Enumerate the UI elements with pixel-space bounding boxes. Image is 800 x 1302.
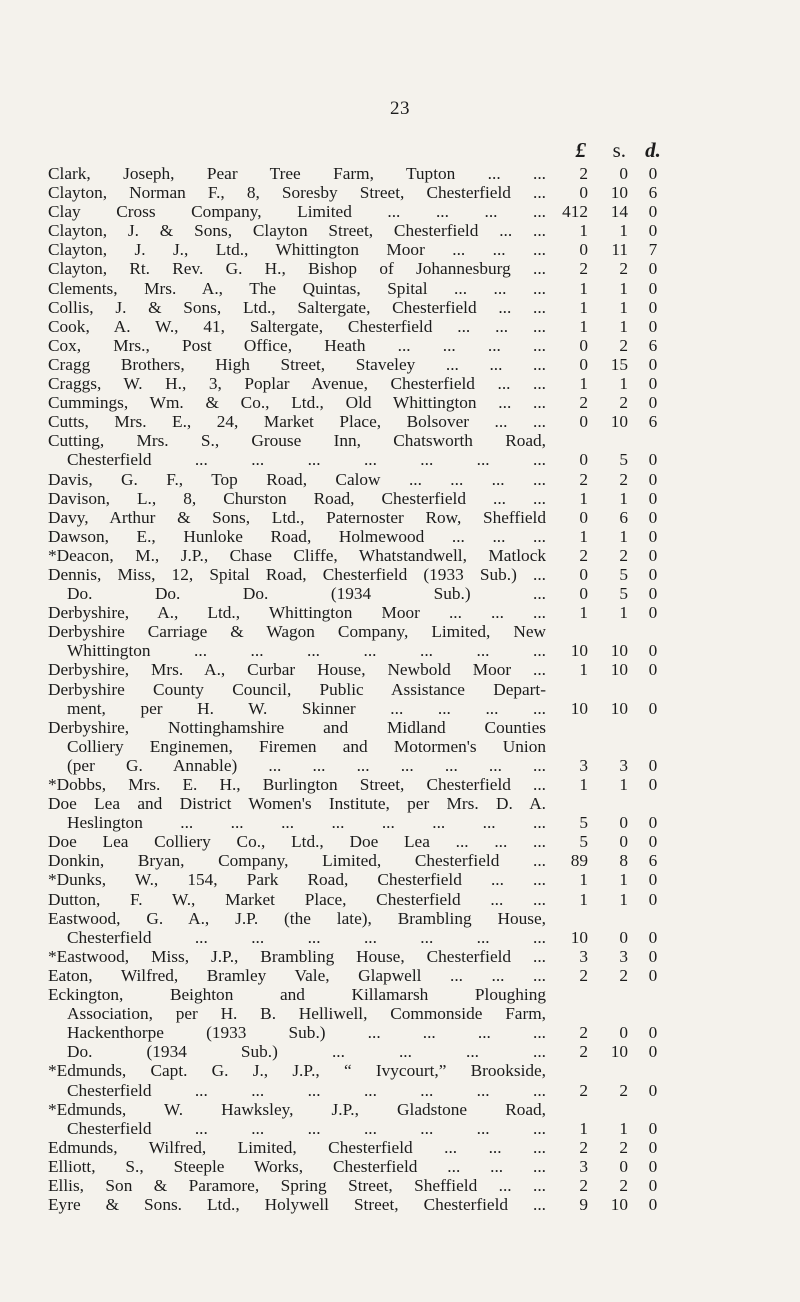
amount-pounds: 0	[579, 183, 588, 203]
amount-pence: 0	[648, 603, 658, 623]
amount-pence: 0	[648, 927, 658, 947]
amount-pence: 0	[648, 1118, 658, 1138]
amount-pounds: 9	[579, 1195, 588, 1215]
amount-shillings: 3	[619, 755, 628, 775]
amount-pence: 0	[648, 164, 658, 183]
amount-pounds: 0	[579, 240, 588, 260]
entry-name: *Edmunds, Capt. G. J., J.P., “ Ivycourt,” Brookside,	[48, 1061, 546, 1081]
amount-pence: 0	[648, 1156, 658, 1176]
amount-pounds: 1	[579, 278, 588, 298]
amount-pence: 0	[648, 813, 658, 833]
amount-shillings: 0	[619, 164, 628, 183]
amount-shillings: 0	[619, 1023, 628, 1043]
shillings-column-header: s.	[612, 138, 626, 162]
amount-pence: 0	[648, 1080, 658, 1100]
amount-shillings: 2	[619, 545, 628, 565]
list-item	[0, 909, 800, 947]
amount-shillings: 1	[619, 526, 628, 546]
amount-pounds: 2	[579, 393, 588, 413]
ditto-mark: Do.	[242, 584, 269, 604]
amount-pence: 0	[648, 278, 658, 298]
amount-shillings: 10	[610, 641, 628, 661]
amount-pounds: 1	[579, 488, 588, 508]
entry-name-continued: Chesterfield ... ... ... ... ... ... ...	[67, 927, 546, 947]
amount-pence: 0	[648, 775, 658, 794]
amount-shillings: 0	[619, 927, 628, 947]
list-item	[0, 1138, 800, 1157]
amount-pounds: 1	[579, 660, 588, 680]
amount-pence: 0	[648, 450, 658, 470]
list-item	[0, 336, 800, 355]
list-item	[0, 1176, 800, 1195]
entry-name: *Dobbs, Mrs. E. H., Burlington Street, Chesterfield ...	[48, 775, 546, 794]
amount-pence: 0	[648, 698, 658, 718]
ditto-mark: (1934 Sub.) ...	[330, 584, 547, 604]
amount-pounds: 10	[570, 927, 588, 947]
entry-name: Davison, L., 8, Churston Road, Chesterfield ... ...	[48, 488, 546, 508]
list-item	[0, 622, 800, 660]
amount-pounds: 2	[579, 469, 588, 489]
amount-pounds: 1	[579, 1118, 588, 1138]
list-item	[0, 947, 800, 966]
amount-shillings: 1	[619, 221, 628, 241]
amount-pence: 0	[648, 870, 658, 890]
amount-pence: 0	[648, 1023, 658, 1043]
amount-pence: 0	[648, 965, 658, 985]
list-item	[0, 565, 800, 584]
amount-pence: 0	[648, 641, 658, 661]
entry-name-continued: Chesterfield ... ... ... ... ... ... ...	[67, 1080, 546, 1100]
list-item	[0, 1042, 800, 1061]
amount-pence: 0	[648, 221, 658, 241]
list-item	[0, 317, 800, 336]
amount-pence: 0	[648, 946, 658, 966]
entry-name: *Deacon, M., J.P., Chase Cliffe, Whatstandwell, Matlock	[48, 545, 546, 565]
amount-shillings: 2	[619, 335, 628, 355]
entry-name-continued: (per G. Annable) ... ... ... ... ... ... ...	[67, 755, 546, 775]
list-item	[0, 527, 800, 546]
ditto-mark: (1934 Sub.) ... ... ... ...	[146, 1042, 546, 1062]
entry-name: Cox, Mrs., Post Office, Heath ... ... ... ...	[48, 335, 546, 355]
entry-name-continued: Colliery Enginemen, Firemen and Motormen's Union	[67, 736, 546, 756]
amount-pounds: 0	[579, 564, 588, 584]
amount-shillings: 0	[619, 813, 628, 833]
list-item	[0, 1061, 800, 1099]
amount-shillings: 1	[619, 603, 628, 623]
amount-pence: 0	[648, 469, 658, 489]
entry-name: Dawson, E., Hunloke Road, Holmewood ... ... ...	[48, 526, 546, 546]
amount-shillings: 1	[619, 775, 628, 794]
list-item	[0, 870, 800, 889]
list-item	[0, 412, 800, 431]
list-item	[0, 985, 800, 1042]
list-item	[0, 775, 800, 794]
entry-name: Clayton, J. J., Ltd., Whittington Moor ... ... ...	[48, 240, 546, 260]
amount-pounds: 2	[579, 1080, 588, 1100]
list-item	[0, 259, 800, 278]
amount-shillings: 11	[611, 240, 628, 260]
amount-shillings: 2	[619, 1175, 628, 1195]
amount-pence: 0	[648, 755, 658, 775]
amount-pence: 0	[648, 832, 658, 852]
amount-pence: 6	[648, 335, 658, 355]
amount-shillings: 2	[619, 1080, 628, 1100]
amount-pence: 0	[648, 316, 658, 336]
entry-name-continued: Chesterfield ... ... ... ... ... ... ...	[67, 1118, 546, 1138]
entry-name: Clayton, J. & Sons, Clayton Street, Chesterfield ... ...	[48, 221, 546, 241]
list-item	[0, 794, 800, 832]
amount-shillings: 1	[619, 316, 628, 336]
amount-shillings: 10	[610, 1042, 628, 1062]
amount-shillings: 1	[619, 297, 628, 317]
page-number: 23	[390, 98, 410, 119]
amount-pounds: 2	[579, 1175, 588, 1195]
entry-name: Davis, G. F., Top Road, Calow ... ... ... ...	[48, 469, 546, 489]
list-item	[0, 584, 800, 603]
entry-name: Cutts, Mrs. E., 24, Market Place, Bolsover ... ...	[48, 412, 546, 432]
list-item	[0, 183, 800, 202]
ditto-mark: Do.	[67, 1042, 93, 1062]
amount-pence: 0	[648, 889, 658, 909]
entry-name: Eastwood, G. A., J.P. (the late), Brambling House,	[48, 908, 546, 928]
amount-pence: 7	[648, 240, 658, 260]
amount-pounds: 10	[570, 698, 588, 718]
entry-name: Clayton, Rt. Rev. G. H., Bishop of Johannesburg ...	[48, 259, 546, 279]
amount-shillings: 1	[619, 1118, 628, 1138]
pence-column-header: d.	[645, 138, 661, 162]
amount-pounds: 0	[579, 412, 588, 432]
amount-pence: 0	[648, 660, 658, 680]
entry-name: Eyre & Sons. Ltd., Holywell Street, Chesterfield ...	[48, 1195, 546, 1215]
entry-name: Eckington, Beighton and Killamarsh Ploughing	[48, 985, 546, 1005]
amount-pounds: 1	[579, 221, 588, 241]
entry-name: Dennis, Miss, 12, Spital Road, Chesterfield (1933 Sub.) ...	[48, 564, 546, 584]
list-item	[0, 202, 800, 221]
list-item	[0, 680, 800, 718]
amount-pence: 0	[648, 374, 658, 394]
amount-pence: 0	[648, 545, 658, 565]
amount-pounds: 0	[579, 507, 588, 527]
entry-name: Clay Cross Company, Limited ... ... ... ...	[48, 202, 546, 222]
amount-pounds: 1	[579, 526, 588, 546]
amount-pence: 0	[648, 488, 658, 508]
amount-shillings: 2	[619, 469, 628, 489]
list-item	[0, 393, 800, 412]
amount-pounds: 5	[579, 813, 588, 833]
amount-pounds: 1	[579, 889, 588, 909]
amount-pounds: 3	[579, 1156, 588, 1176]
list-item	[0, 851, 800, 870]
entry-name: *Eastwood, Miss, J.P., Brambling House, Chesterfield ...	[48, 946, 546, 966]
entry-name: Derbyshire, Nottinghamshire and Midland Counties	[48, 717, 546, 737]
amount-pence: 0	[648, 1042, 658, 1062]
amount-pounds: 3	[579, 946, 588, 966]
amount-pence: 0	[648, 1175, 658, 1195]
list-item	[0, 431, 800, 469]
amount-shillings: 1	[619, 374, 628, 394]
list-item	[0, 1195, 800, 1214]
entry-name: Ellis, Son & Paramore, Spring Street, Sheffield ... ...	[48, 1175, 546, 1195]
amount-shillings: 1	[619, 278, 628, 298]
entry-name: Cummings, Wm. & Co., Ltd., Old Whittington ... ...	[48, 393, 546, 413]
amount-pounds: 5	[579, 832, 588, 852]
amount-shillings: 3	[619, 946, 628, 966]
amount-pounds: 1	[579, 603, 588, 623]
list-item	[0, 489, 800, 508]
amount-pence: 0	[648, 507, 658, 527]
amount-pounds: 2	[579, 545, 588, 565]
amount-shillings: 15	[610, 354, 628, 374]
amount-shillings: 2	[619, 393, 628, 413]
list-item	[0, 164, 800, 183]
entry-name-continued: Hackenthorpe (1933 Sub.) ... ... ... ...	[67, 1023, 546, 1043]
amount-pounds: 2	[579, 1023, 588, 1043]
amount-pence: 0	[648, 1137, 658, 1157]
entry-name: Dutton, F. W., Market Place, Chesterfield ... ...	[48, 889, 546, 909]
list-item	[0, 470, 800, 489]
entry-name: Clements, Mrs. A., The Quintas, Spital ... ... ...	[48, 278, 546, 298]
amount-pounds: 0	[579, 354, 588, 374]
entry-name: Davy, Arthur & Sons, Ltd., Paternoster Row, Sheffield	[48, 507, 546, 527]
list-item	[0, 966, 800, 985]
list-item	[0, 279, 800, 298]
list-item	[0, 1157, 800, 1176]
amount-pence: 0	[648, 354, 658, 374]
amount-shillings: 5	[619, 450, 628, 470]
list-item	[0, 546, 800, 565]
amount-pounds: 1	[579, 297, 588, 317]
amount-pounds: 10	[570, 641, 588, 661]
entry-name: Clayton, Norman F., 8, Soresby Street, Chesterfield ...	[48, 183, 546, 203]
list-item	[0, 374, 800, 393]
amount-shillings: 5	[619, 584, 628, 604]
entry-name-ditto	[0, 584, 546, 603]
entry-name: Cook, A. W., 41, Saltergate, Chesterfield ... ... ...	[48, 316, 546, 336]
amount-shillings: 1	[619, 870, 628, 890]
amount-shillings: 5	[619, 564, 628, 584]
entry-name: Derbyshire County Council, Public Assistance Depart-	[48, 679, 546, 699]
amount-shillings: 8	[619, 851, 628, 871]
amount-shillings: 0	[619, 832, 628, 852]
entry-name: Donkin, Bryan, Company, Limited, Chesterfield ...	[48, 851, 546, 871]
entry-name-continued: Whittington ... ... ... ... ... ... ...	[67, 641, 546, 661]
list-item	[0, 832, 800, 851]
amount-shillings: 2	[619, 965, 628, 985]
amount-shillings: 10	[610, 1195, 628, 1215]
amount-shillings: 14	[610, 202, 628, 222]
entry-name-ditto	[0, 1042, 546, 1061]
amount-shillings: 10	[610, 660, 628, 680]
amount-shillings: 2	[619, 1137, 628, 1157]
amount-pounds: 1	[579, 775, 588, 794]
amount-shillings: 1	[619, 889, 628, 909]
list-item	[0, 298, 800, 317]
list-item	[0, 890, 800, 909]
entry-name: Elliott, S., Steeple Works, Chesterfield ... ... ...	[48, 1156, 546, 1176]
entry-list	[0, 164, 800, 1214]
entry-name: Craggs, W. H., 3, Poplar Avenue, Chesterfield ... ...	[48, 374, 546, 394]
amount-pounds: 1	[579, 870, 588, 890]
amount-pounds: 2	[579, 164, 588, 183]
amount-pence: 0	[648, 297, 658, 317]
amount-shillings: 0	[619, 1156, 628, 1176]
amount-pence: 6	[648, 183, 658, 203]
entry-name: Cutting, Mrs. S., Grouse Inn, Chatsworth Road,	[48, 431, 546, 451]
amount-shillings: 1	[619, 488, 628, 508]
list-item	[0, 240, 800, 259]
amount-pounds: 0	[579, 335, 588, 355]
amount-pounds: 3	[579, 755, 588, 775]
ditto-mark: Do.	[154, 584, 181, 604]
amount-pence: 0	[648, 564, 658, 584]
entry-name: Eaton, Wilfred, Bramley Vale, Glapwell ... ... ...	[48, 965, 546, 985]
amount-pounds: 89	[570, 851, 588, 871]
amount-shillings: 10	[610, 412, 628, 432]
amount-pence: 0	[648, 584, 658, 604]
amount-pounds: 2	[579, 1137, 588, 1157]
entry-name: Derbyshire Carriage & Wagon Company, Limited, New	[48, 622, 546, 642]
list-item	[0, 508, 800, 527]
list-item	[0, 1100, 800, 1138]
amount-shillings: 2	[619, 259, 628, 279]
amount-pounds: 2	[579, 965, 588, 985]
entry-name: Doe Lea and District Women's Institute, per Mrs. D. A.	[48, 794, 546, 814]
amount-pence: 6	[648, 412, 658, 432]
amount-pounds: 2	[579, 1042, 588, 1062]
amount-pence: 0	[648, 393, 658, 413]
entry-name: *Edmunds, W. Hawksley, J.P., Gladstone Road,	[48, 1099, 546, 1119]
entry-name: Collis, J. & Sons, Ltd., Saltergate, Chesterfield ... ...	[48, 297, 546, 317]
list-item	[0, 660, 800, 679]
amount-shillings: 10	[610, 698, 628, 718]
list-item	[0, 718, 800, 775]
entry-name-continued: Association, per H. B. Helliwell, Commonside Farm,	[67, 1004, 546, 1024]
amount-pounds: 1	[579, 374, 588, 394]
list-item	[0, 221, 800, 240]
list-item	[0, 355, 800, 374]
amount-pounds: 412	[562, 202, 588, 222]
amount-pence: 0	[648, 202, 658, 222]
ditto-mark: Do.	[67, 584, 93, 604]
amount-pounds: 1	[579, 316, 588, 336]
entry-name: Derbyshire, A., Ltd., Whittington Moor ... ... ...	[48, 603, 546, 623]
amount-pounds: 0	[579, 584, 588, 604]
entry-name: Doe Lea Colliery Co., Ltd., Doe Lea ... ... ...	[48, 832, 546, 852]
amount-pounds: 0	[579, 450, 588, 470]
entry-name: Clark, Joseph, Pear Tree Farm, Tupton ... ...	[48, 164, 546, 183]
list-item	[0, 603, 800, 622]
entry-name: Cragg Brothers, High Street, Staveley ... ... ...	[48, 354, 546, 374]
entry-name: Derbyshire, Mrs. A., Curbar House, Newbold Moor ...	[48, 660, 546, 680]
entry-name-continued: Heslington ... ... ... ... ... ... ... ...	[67, 813, 546, 833]
entry-name: Edmunds, Wilfred, Limited, Chesterfield ... ... ...	[48, 1137, 546, 1157]
amount-pence: 0	[648, 259, 658, 279]
amount-pence: 0	[648, 526, 658, 546]
amount-pounds: 2	[579, 259, 588, 279]
amount-pence: 6	[648, 851, 658, 871]
amount-shillings: 6	[619, 507, 628, 527]
amount-shillings: 10	[610, 183, 628, 203]
pounds-column-header: £	[575, 138, 586, 162]
entry-name: *Dunks, W., 154, Park Road, Chesterfield ... ...	[48, 870, 546, 890]
entry-name-continued: ment, per H. W. Skinner ... ... ... ...	[67, 698, 546, 718]
entry-name-continued: Chesterfield ... ... ... ... ... ... ...	[67, 450, 546, 470]
amount-pence: 0	[648, 1195, 658, 1215]
